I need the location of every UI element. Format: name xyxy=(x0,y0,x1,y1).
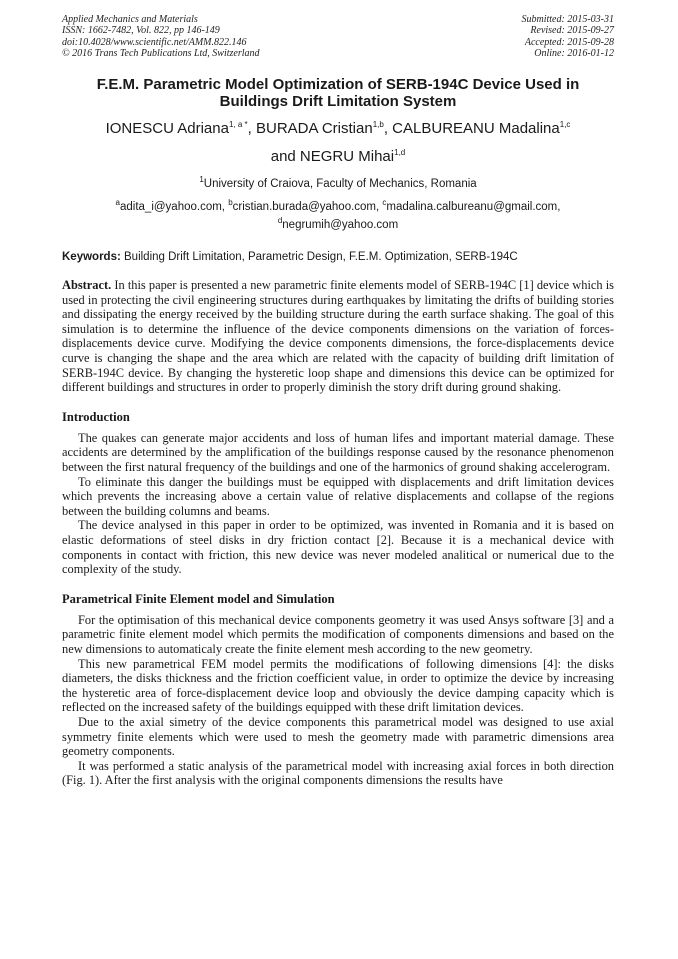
email-c-sup: c xyxy=(382,198,387,208)
author-3-sup: 1,c xyxy=(559,119,571,129)
dates xyxy=(522,14,615,60)
submitted-date: Submitted: 2015-03-31 xyxy=(521,14,614,25)
section-2-paragraph-2: This new parametrical FEM model permits the modifications of following dimensions [4]: the disks diameters, the disks thickness and the friction coefficient value, in order to optimize the device by increasing the hysteretic area of force-displacement device loop and obviously the device damping capacity which is reflected on the increased safety of the buildings equipped with these drift limitation devices. xyxy=(62,656,614,715)
author-3: CALBUREANU Madalina xyxy=(392,119,560,137)
revised-date: Revised: 2015-09-27 xyxy=(530,25,614,37)
keywords-text: Building Drift Limitation, Parametric Design, F.E.M. Optimization, SERB-194C xyxy=(124,251,518,264)
author-1: IONESCU Adriana xyxy=(105,119,229,137)
online-date: Online: 2016-01-12 xyxy=(534,48,614,60)
author-4-sup: 1,d xyxy=(394,147,406,157)
author-2-sup: 1,b xyxy=(372,119,384,129)
accepted-date: Accepted: 2015-09-28 xyxy=(524,36,614,48)
email-b: cristian.burada@yahoo.com, xyxy=(232,201,380,214)
section-2-paragraph-4: It was performed a static analysis of the parametrical model with increasing axial forces in both direction (Fig. 1). After the first analysis with the original components dimensions the results have xyxy=(62,758,614,788)
intro-paragraph-1: The quakes can generate major accidents and loss of human lifes and important material damage. These accidents are determined by the amplification of the buildings response caused by the resonance phenomenon between the first natural frequency of the buildings and one of the harmonics of ground shaking accelerogram. xyxy=(62,430,614,475)
abstract-text: In this paper is presented a new parametric finite elements model of SERB-194C [1] device which is used in protecting the civil engineering structures during earthquakes by limitating the drifts of building stories and dissipating the energy received by the building structure during the earth surface shaking. The goal of this simulation is to determine the influence of the device components dimensions on the variation of forces-displacements device curve. Modifying the device components dimensions, the force-displacements device curve is changing the shape and the area which are related with the capacity of building drift limitation of SERB-194C device. By changing the hysteretic loop shape and dimensions this device can be optimized for different buildings and structures in order to properly diminish the story drift during ground shaking. xyxy=(62,278,614,395)
email-b-sup: b xyxy=(228,198,233,208)
email-a-sup: a xyxy=(115,198,120,208)
journal-info xyxy=(62,14,260,60)
issn: ISSN: 1662-7482, Vol. 822, pp 146-149 xyxy=(62,25,220,37)
author-2: BURADA Cristian xyxy=(256,119,373,137)
email-list xyxy=(62,196,614,232)
abstract-label: Abstract. xyxy=(62,278,112,293)
copyright: © 2016 Trans Tech Publications Ltd, Switzerland xyxy=(62,48,260,60)
paper-title: F.E.M. Parametric Model Optimization of SERB-194C Device Used in Buildings Drift Limitation System xyxy=(96,75,580,111)
keywords-label: Keywords: xyxy=(62,251,121,264)
affiliation-sup: 1 xyxy=(199,174,204,184)
doi: doi:10.4028/www.scientific.net/AMM.822.146 xyxy=(62,36,247,48)
paper-page xyxy=(62,14,614,788)
email-d: negrumih@yahoo.com xyxy=(282,219,399,232)
intro-paragraph-2: To eliminate this danger the buildings must be equipped with displacements and drift limitation devices which prevents the increasing above a certain value of relative displacements and collapse of the regions between the building columns and beams. xyxy=(62,474,614,518)
keywords xyxy=(62,250,614,264)
email-a: adita_i@yahoo.com, xyxy=(119,201,225,214)
section-2-paragraph-1: For the optimisation of this mechanical device components geometry it was used Ansys software [3] and a parametric finite element model which permits the modification of components dimensions and based on the new dimensions to automaticaly create the finite element mesh according to the new geometry. xyxy=(62,612,614,656)
author-list: IONESCU Adriana$^{1, a *}$, BURADA Cristian$^{1,b}$, CALBUREANU Madalina$^{1,c}$ and NEGRU Mihai$^{1,d}$ xyxy=(105,119,571,165)
affiliation xyxy=(62,173,614,191)
introduction-heading: Introduction xyxy=(62,409,130,424)
email-d-sup: d xyxy=(277,216,283,226)
journal-name: Applied Mechanics and Materials xyxy=(62,14,198,25)
section-2-paragraph-3: Due to the axial simetry of the device components this parametrical model was designed to use axial symmetry finite elements which were used to mesh the geometry made with parametric dimensions area geometry components. xyxy=(62,714,614,759)
affiliation-text: University of Craiova, Faculty of Mechanics, Romania xyxy=(203,177,477,190)
abstract xyxy=(62,278,614,395)
journal-header xyxy=(62,14,614,60)
intro-paragraph-3: The device analysed in this paper in order to be optimized, was invented in Romania and it is based on elastic deformations of steel disks in dry friction contact [2]. Because it is a mechanical device with components in contact with friction, this new device was never modeled analitical or numerical due to the complexity of the study. xyxy=(62,518,614,577)
author-4: and NEGRU Mihai xyxy=(270,147,395,165)
section-2-heading: Parametrical Finite Element model and Simulation xyxy=(62,591,335,606)
email-c: madalina.calbureanu@gmail.com, xyxy=(386,201,561,214)
author-1-sup: 1, a * xyxy=(228,119,248,129)
